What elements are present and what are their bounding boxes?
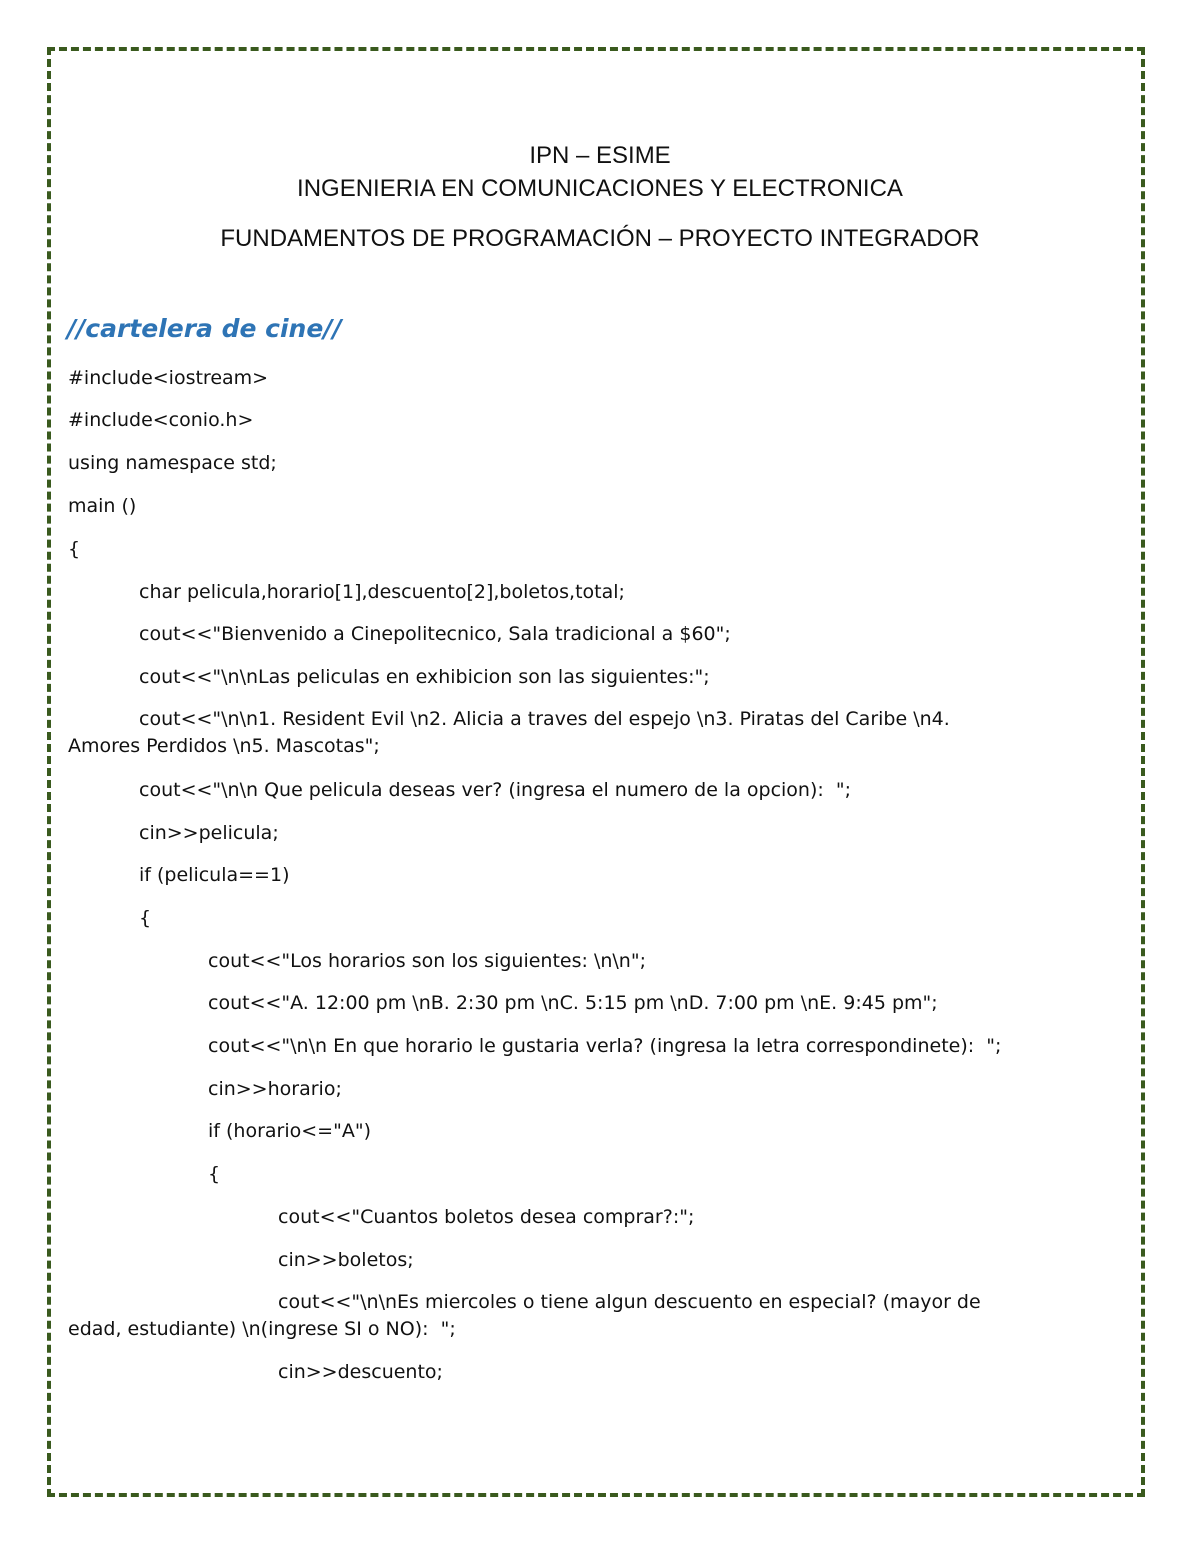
code-line: cout<<"\n\nLas peliculas en exhibicion son las siguientes:"; bbox=[139, 666, 710, 688]
institution-title: IPN – ESIME bbox=[529, 142, 671, 169]
code-line: cout<<"\n\nEs miercoles o tiene algun descuento en especial? (mayor de bbox=[278, 1291, 981, 1313]
code-line: cin>>pelicula; bbox=[139, 822, 279, 844]
code-line: { bbox=[68, 538, 81, 560]
code-line: if (pelicula==1) bbox=[139, 864, 290, 886]
code-line: #include<iostream> bbox=[68, 367, 269, 389]
code-line: cin>>horario; bbox=[208, 1078, 342, 1100]
code-line: { bbox=[139, 907, 152, 929]
code-line: edad, estudiante) \n(ingrese SI o NO): "; bbox=[68, 1318, 456, 1340]
code-line: cout<<"Cuantos boletos desea comprar?:"; bbox=[278, 1206, 695, 1228]
career-title: INGENIERIA EN COMUNICACIONES Y ELECTRONICA bbox=[297, 175, 903, 202]
code-line: if (horario<="A") bbox=[208, 1120, 371, 1142]
code-line: char pelicula,horario[1],descuento[2],boletos,total; bbox=[139, 581, 625, 603]
code-line: cout<<"\n\n1. Resident Evil \n2. Alicia a traves del espejo \n3. Piratas del Caribe \n4. bbox=[139, 708, 950, 730]
code-line: Amores Perdidos \n5. Mascotas"; bbox=[68, 735, 380, 757]
code-line: cout<<"A. 12:00 pm \nB. 2:30 pm \nC. 5:15 pm \nD. 7:00 pm \nE. 9:45 pm"; bbox=[208, 992, 938, 1014]
page-border bbox=[47, 47, 1145, 1497]
course-title: FUNDAMENTOS DE PROGRAMACIÓN – PROYECTO INTEGRADOR bbox=[220, 225, 980, 252]
code-line: cout<<"\n\n Que pelicula deseas ver? (ingresa el numero de la opcion): "; bbox=[139, 779, 852, 801]
code-line: using namespace std; bbox=[68, 452, 277, 474]
code-line: #include<conio.h> bbox=[68, 409, 254, 431]
code-line: cin>>boletos; bbox=[278, 1249, 414, 1271]
code-line: main () bbox=[68, 495, 137, 517]
code-comment-title: //cartelera de cine// bbox=[67, 314, 342, 343]
code-line: cout<<"Bienvenido a Cinepolitecnico, Sala tradicional a $60"; bbox=[139, 623, 731, 645]
code-line: { bbox=[208, 1163, 221, 1185]
code-line: cout<<"\n\n En que horario le gustaria verla? (ingresa la letra correspondinete): "; bbox=[208, 1035, 1002, 1057]
code-line: cout<<"Los horarios son los siguientes: \n\n"; bbox=[208, 950, 646, 972]
code-line: cin>>descuento; bbox=[278, 1361, 443, 1383]
